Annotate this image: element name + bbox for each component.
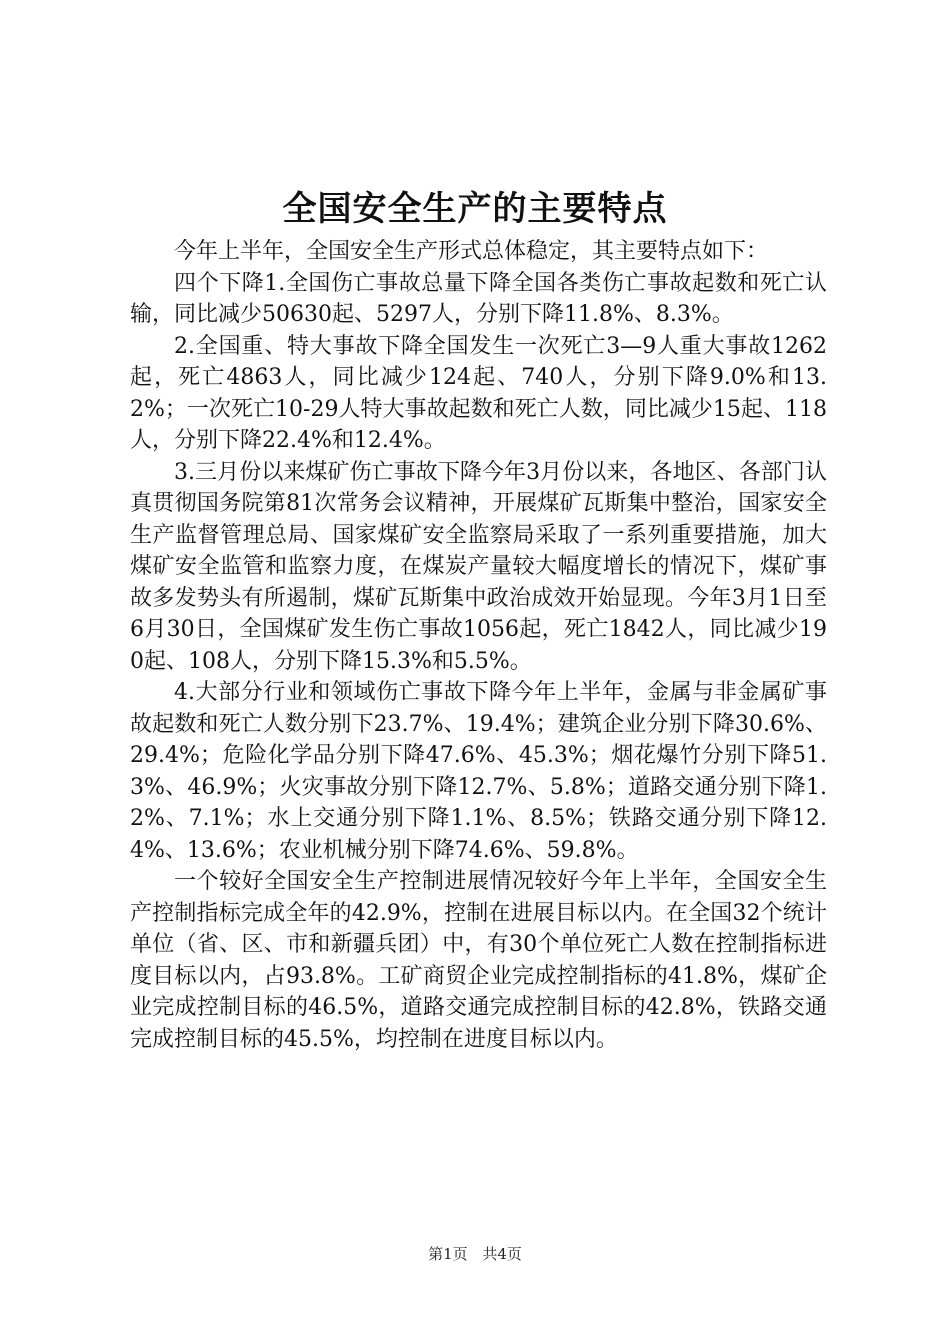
paragraph-control-progress: 一个较好全国安全生产控制进展情况较好今年上半年，全国安全生产控制指标完成全年的42.9%，控制在进展目标以内。在全国32个统计单位（省、区、市和新疆兵团）中，有30个单位死亡人数在控制指标进度目标以内，占93.8%。工矿商贸企业完成控制指标的41.8%，煤矿企业完成控制目标的46.5%，道路交通完成控制目标的42.8%，铁路交通完成控制目标的45.5%，均控制在进度目标以内。 [130,869,827,1052]
page-number: 第1页 [428,1245,468,1263]
page-total: 共4页 [482,1245,522,1263]
paragraph-coal-mines: 3.三月份以来煤矿伤亡事故下降今年3月份以来，各地区、各部门认真贯彻国务院第81次常务会议精神，开展煤矿瓦斯集中整治，国家安全生产监督管理总局、国家煤矿安全监察局采取了一系列重要措施，加大煤矿安全监管和监察力度，在煤炭产量较大幅度增长的情况下，煤矿事故多发势头有所遏制，煤矿瓦斯集中政治成效开始显现。今年3月1日至6月30日，全国煤矿发生伤亡事故1056起，死亡1842人，同比减少190起、108人，分别下降15.3%和5.5%。 [130,459,827,674]
document-body [130,236,827,1055]
paragraph-intro: 今年上半年，全国安全生产形式总体稳定，其主要特点如下： [174,239,769,264]
paragraph-industries: 4.大部分行业和领域伤亡事故下降今年上半年，金属与非金属矿事故起数和死亡人数分别下23.7%、19.4%；建筑企业分别下降30.6%、29.4%；危险化学品分别下降47.6%、45.3%；烟花爆竹分别下降51.3%、46.9%；火灾事故分别下降12.7%、5.8%；道路交通分别下降1.2%、7.1%；水上交通分别下降1.1%、8.5%；铁路交通分别下降12.4%、13.6%；农业机械分别下降74.6%、59.8%。 [130,680,827,863]
paragraph-four-declines-1: 四个下降1.全国伤亡事故总量下降全国各类伤亡事故起数和死亡认输，同比减少50630起、5297人，分别下降11.8%、8.3%。 [130,270,827,327]
document-title: 全国安全生产的主要特点 [282,189,668,229]
page-footer [0,1242,950,1266]
paragraph-major-accidents: 2.全国重、特大事故下降全国发生一次死亡3—9人重大事故1262起，死亡4863人，同比减少124起、740人，分别下降9.0%和13.2%；一次死亡10-29人特大事故起数和死亡人数，同比减少15起、118人，分别下降22.4%和12.4%。 [130,333,827,453]
